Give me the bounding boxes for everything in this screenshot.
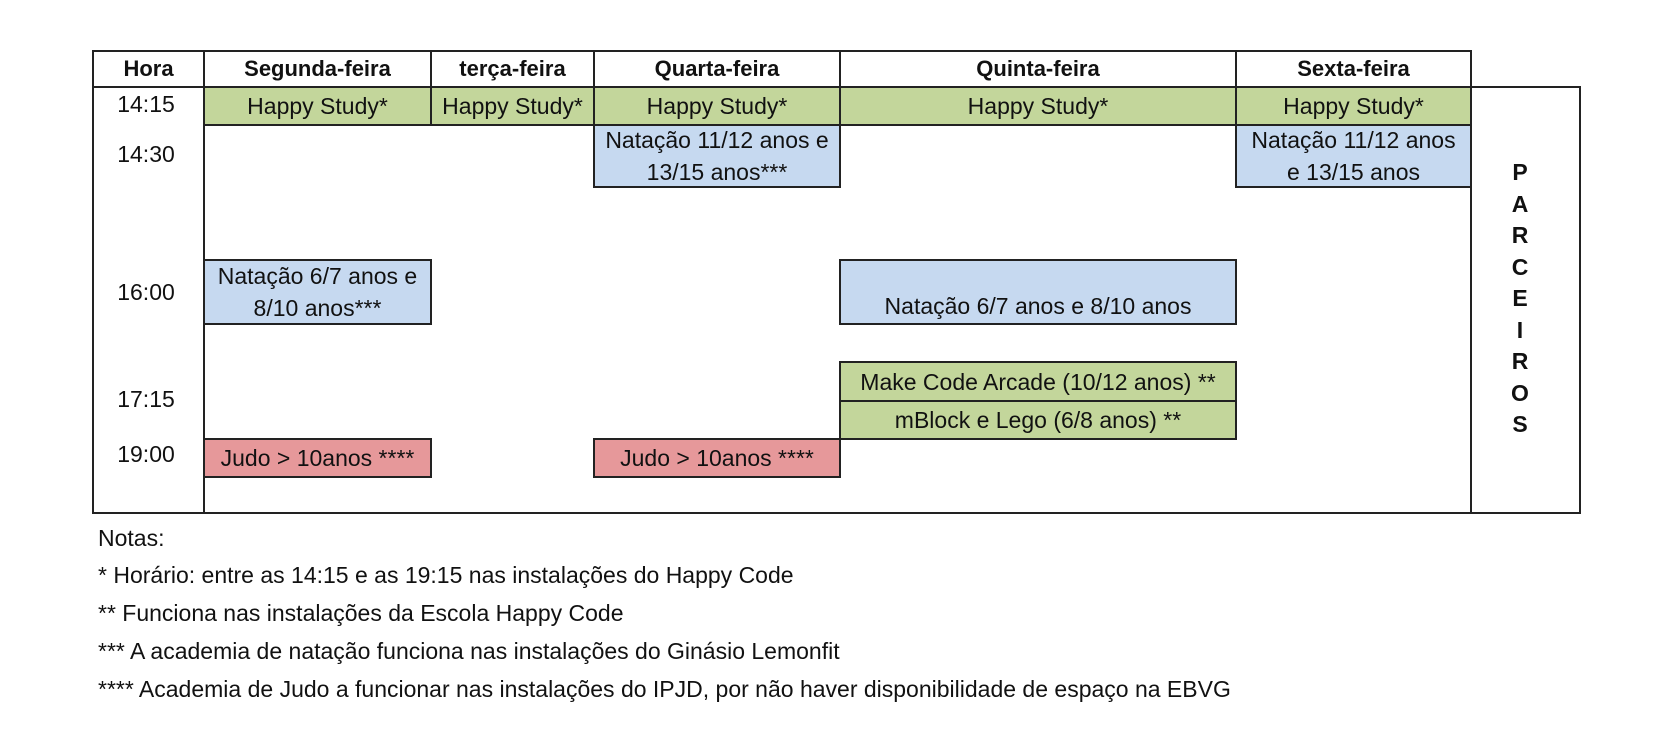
- time-1900: 19:00: [117, 441, 175, 467]
- table-bottom-border: [92, 512, 1581, 514]
- time-1715: 17:15: [117, 386, 175, 412]
- header-wednesday: Quarta-feira: [593, 50, 841, 88]
- judo-wednesday: Judo > 10anos ****: [593, 438, 841, 478]
- parceiros-label: [1495, 157, 1545, 441]
- header-thursday: Quinta-feira: [839, 50, 1237, 88]
- happy-study-wednesday: Happy Study*: [593, 86, 841, 126]
- happy-study-friday: Happy Study*: [1235, 86, 1472, 126]
- natacao-wednesday-1430: [593, 124, 841, 188]
- header-hora: Hora: [92, 50, 205, 88]
- note-3: *** A academia de natação funciona nas instalações do Ginásio Lemonfit: [98, 638, 840, 664]
- natacao-monday-1600: [203, 259, 432, 325]
- parceiros-letter: I: [1516, 316, 1524, 343]
- happy-study-thursday: Happy Study*: [839, 86, 1237, 126]
- parceiros-letter: C: [1511, 253, 1529, 280]
- mblock-lego-thursday: mBlock e Lego (6/8 anos) **: [839, 400, 1237, 440]
- happy-study-tuesday: Happy Study*: [430, 86, 595, 126]
- table-right-border: [1579, 86, 1581, 514]
- parceiros-letter: E: [1512, 285, 1528, 311]
- note-2: ** Funciona nas instalações da Escola Happy Code: [98, 600, 624, 626]
- note-4: **** Academia de Judo a funcionar nas instalações do IPJD, por não haver disponibilidade de espaço na EBVG: [98, 676, 1231, 702]
- natacao-friday-1430-line1: Natação 11/12 anos: [1251, 127, 1456, 153]
- header-friday: Sexta-feira: [1235, 50, 1472, 88]
- natacao-thursday-1600: Natação 6/7 anos e 8/10 anos: [839, 259, 1237, 325]
- time-1430: 14:30: [117, 141, 175, 167]
- natacao-friday-1430-line2: e 13/15 anos: [1286, 159, 1420, 185]
- natacao-wednesday-1430-line1: Natação 11/12 anos e: [605, 127, 829, 153]
- time-1415: 14:15: [117, 91, 175, 117]
- parceiros-letter: O: [1511, 379, 1529, 406]
- parceiros-letter: P: [1512, 159, 1528, 185]
- note-1: * Horário: entre as 14:15 e as 19:15 nas instalações do Happy Code: [98, 562, 794, 588]
- parceiros-letter: R: [1511, 348, 1529, 374]
- parceiros-letter: S: [1512, 411, 1528, 437]
- natacao-monday-1600-line2: 8/10 anos***: [253, 295, 382, 321]
- parceiros-letter: R: [1511, 222, 1529, 248]
- natacao-wednesday-1430-line2: 13/15 anos***: [646, 159, 788, 185]
- parceiros-letter: A: [1511, 190, 1529, 217]
- happy-study-monday: Happy Study*: [203, 86, 432, 126]
- judo-monday: Judo > 10anos ****: [203, 438, 432, 478]
- notes-title: Notas:: [98, 525, 165, 551]
- time-1600: 16:00: [117, 279, 175, 305]
- header-tuesday: terça-feira: [430, 50, 595, 88]
- make-code-arcade-thursday: Make Code Arcade (10/12 anos) **: [839, 361, 1237, 402]
- natacao-monday-1600-line1: Natação 6/7 anos e: [217, 263, 418, 289]
- natacao-friday-1430: [1235, 124, 1472, 188]
- header-monday: Segunda-feira: [203, 50, 432, 88]
